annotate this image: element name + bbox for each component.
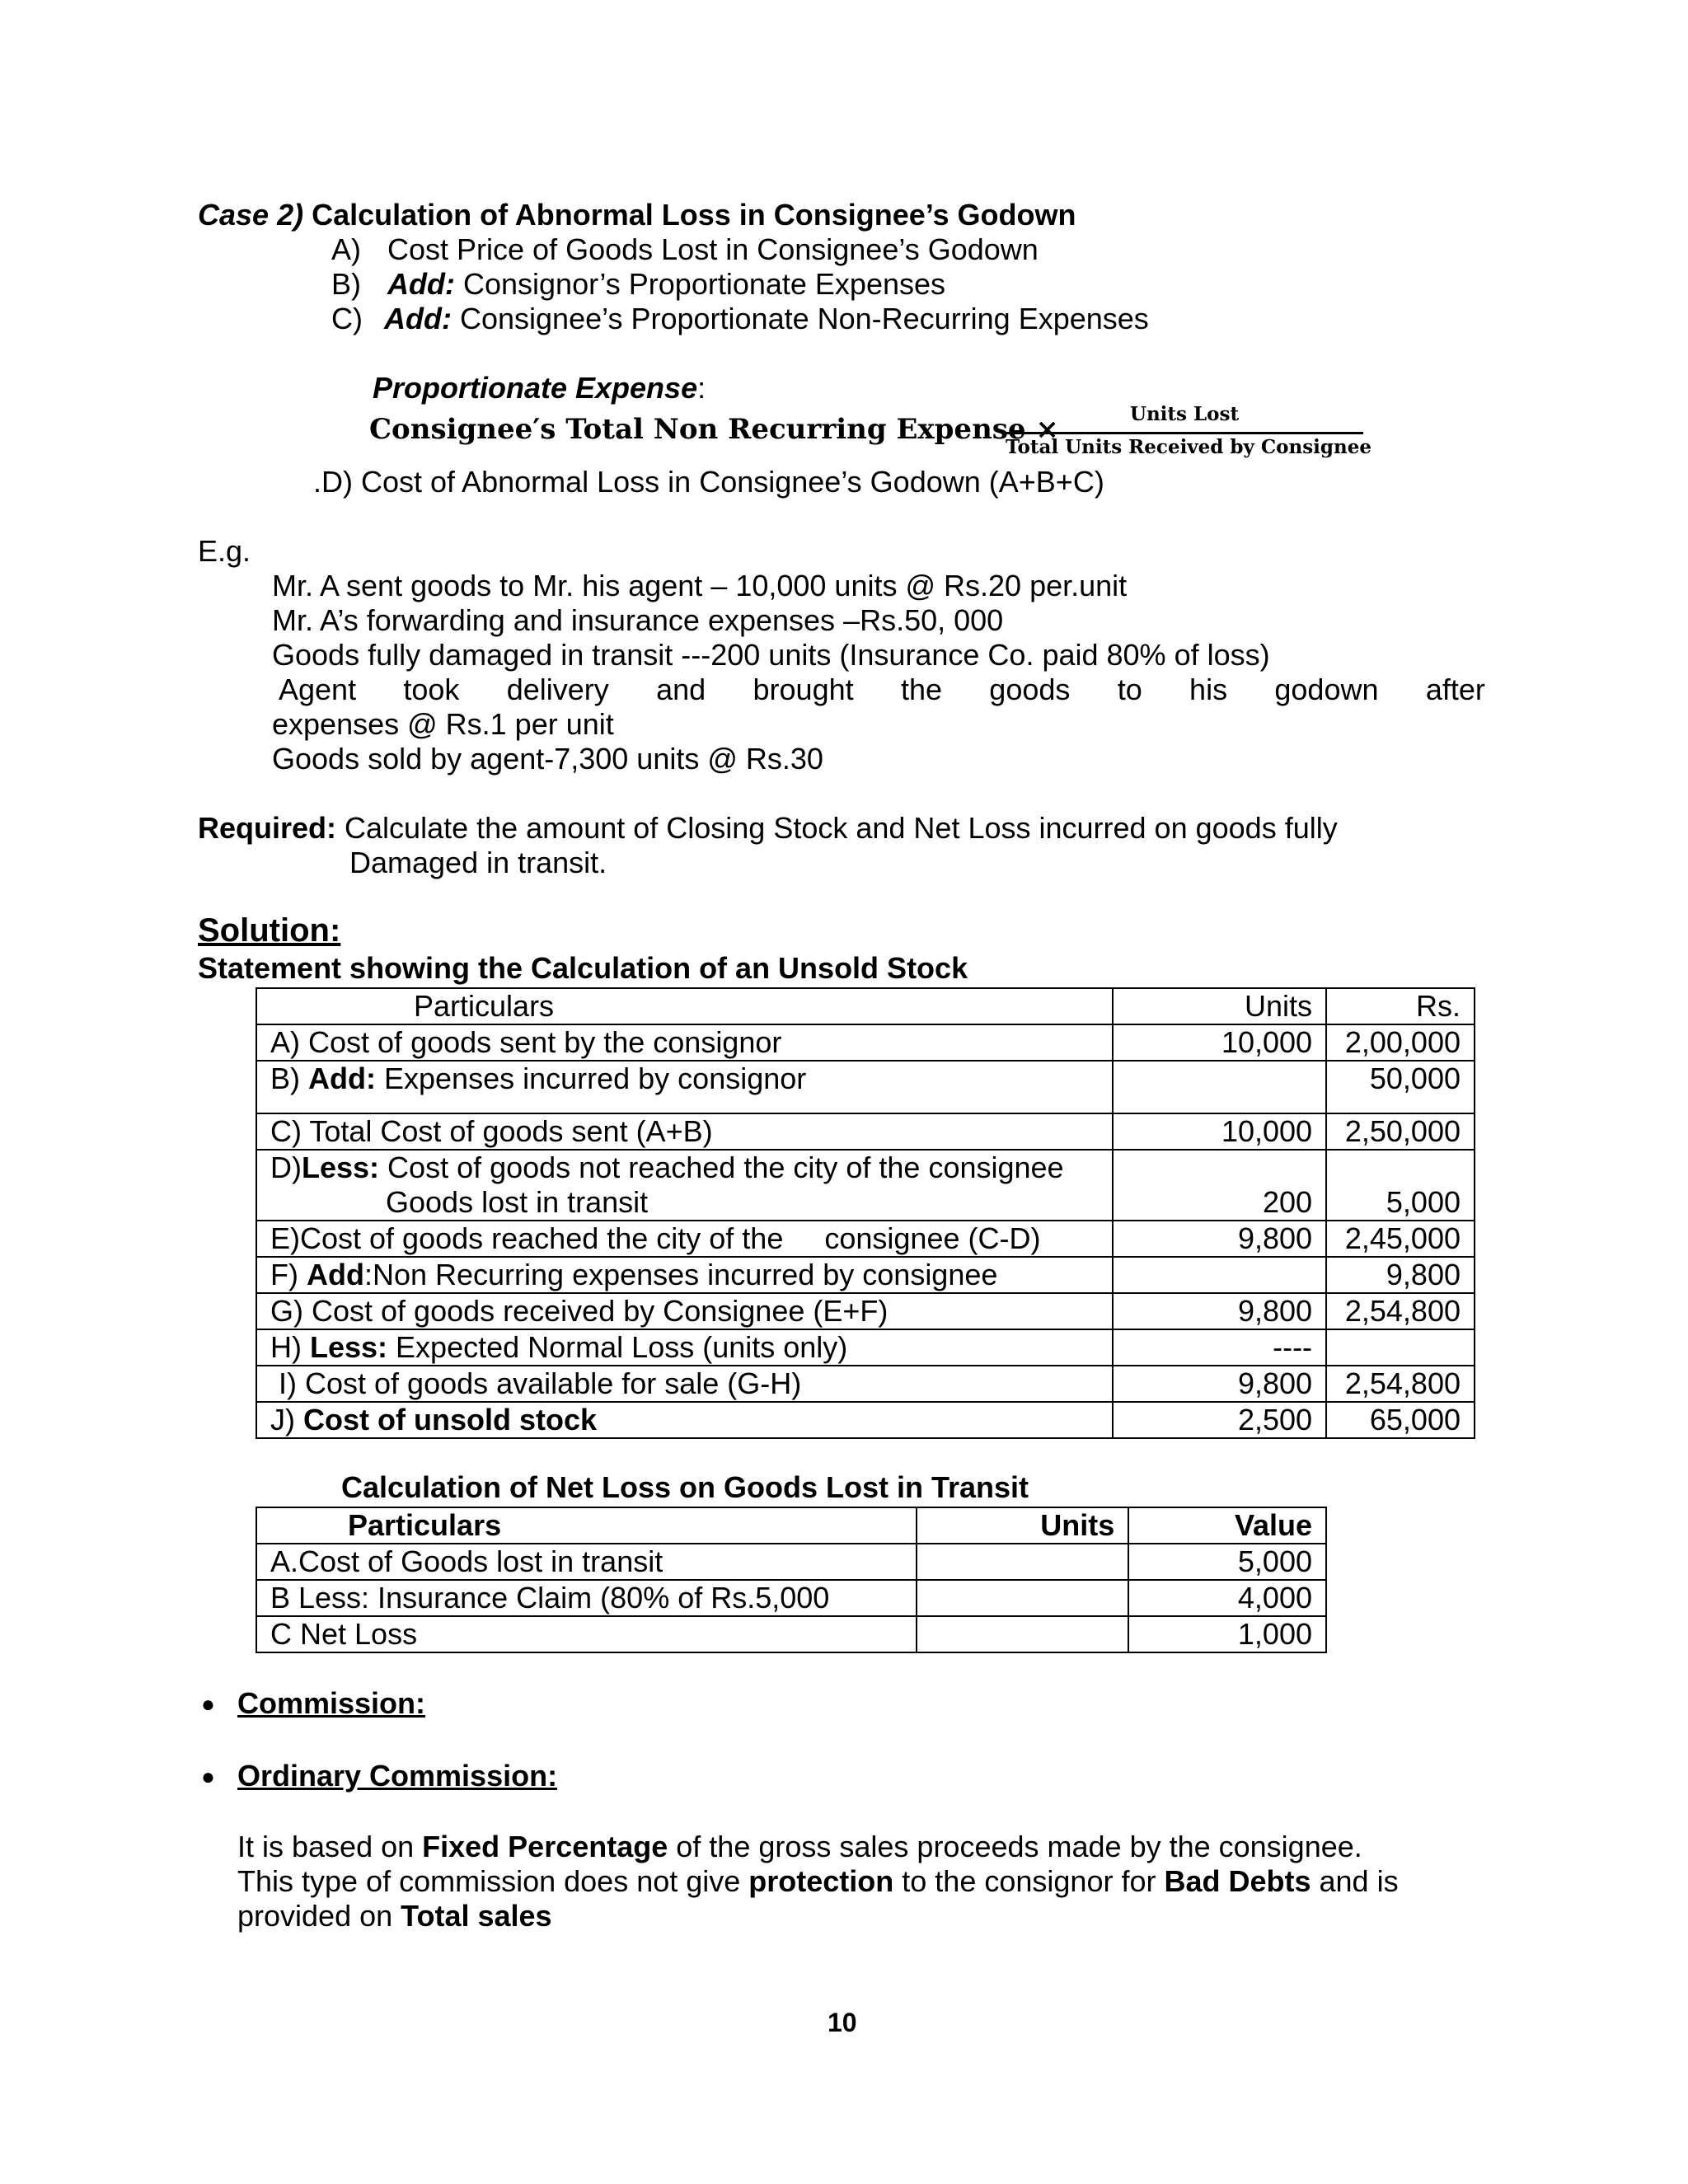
example-label: E.g. <box>198 534 251 568</box>
formula-denominator: Total Units Received by Consignee <box>1006 436 1372 458</box>
header-units: Units <box>917 1507 1129 1544</box>
table-row: E)Cost of goods reached the city of the consignee (C-D) 9,800 2,45,000 <box>256 1221 1475 1257</box>
proportionate-expense-label: Proportionate Expense: <box>373 371 706 405</box>
case2-item-a: A) Cost Price of Goods Lost in Consignee’s Godown <box>331 232 1039 266</box>
table-row: C Net Loss 1,000 <box>256 1616 1326 1652</box>
required-line-1: Required: Calculate the amount of Closing Stock and Net Loss incurred on goods fully <box>198 811 1338 845</box>
required-line-2: Damaged in transit. <box>349 846 607 879</box>
formula-fraction-bar <box>1006 432 1363 434</box>
commission-paragraph-line-3: provided on Total sales <box>237 1899 552 1933</box>
header-particulars: Particulars <box>256 1507 917 1544</box>
table-row: A) Cost of goods sent by the consignor 10,000 2,00,000 <box>256 1024 1475 1061</box>
table-header-row <box>256 988 1475 1024</box>
table-row: F) Add:Non Recurring expenses incurred by consignee 9,800 <box>256 1257 1475 1293</box>
formula-numerator: Units Lost <box>1129 403 1240 425</box>
example-line-4: Agent took delivery and brought the goods to his godown after <box>279 673 1485 706</box>
statement-title: Statement showing the Calculation of an Unsold Stock <box>198 951 968 985</box>
solution-heading: Solution: <box>198 912 341 949</box>
case2-item-d: .D) Cost of Abnormal Loss in Consignee’s Godown (A+B+C) <box>313 465 1104 499</box>
net-loss-table <box>256 1507 1327 1653</box>
table-header-row <box>256 1507 1326 1544</box>
table-row: B Less: Insurance Claim (80% of Rs.5,000 4,000 <box>256 1580 1326 1616</box>
ordinary-commission-heading: Ordinary Commission: <box>237 1759 558 1793</box>
table-row: J) Cost of unsold stock 2,500 65,000 <box>256 1402 1475 1438</box>
case2-item-c: C) Add: Consignee’s Proportionate Non-Recurring Expenses <box>331 302 1149 335</box>
net-loss-title: Calculation of Net Loss on Goods Lost in Transit <box>341 1470 1029 1504</box>
commission-paragraph-line-2: This type of commission does not give protection to the consignor for Bad Debts and is <box>237 1864 1399 1898</box>
case2-item-b: B) Add: Consignor’s Proportionate Expenses <box>331 267 946 301</box>
example-line-6: Goods sold by agent-7,300 units @ Rs.30 <box>272 742 823 776</box>
case-title: Calculation of Abnormal Loss in Consignee’s Godown <box>312 198 1076 232</box>
table-row: A.Cost of Goods lost in transit 5,000 <box>256 1544 1326 1580</box>
commission-paragraph-line-1: It is based on Fixed Percentage of the gross sales proceeds made by the consignee. <box>237 1830 1362 1863</box>
header-particulars: Particulars <box>256 988 1113 1024</box>
case2-heading <box>198 198 1076 232</box>
table-row: H) Less: Expected Normal Loss (units only) ---- <box>256 1329 1475 1366</box>
example-line-5: expenses @ Rs.1 per unit <box>272 707 614 741</box>
header-value: Value <box>1128 1507 1326 1544</box>
bullet-icon: ● <box>201 1691 215 1717</box>
table-row: I) Cost of goods available for sale (G-H) 9,800 2,54,800 <box>256 1366 1475 1402</box>
header-rs: Rs. <box>1326 988 1475 1024</box>
table-row: D)Less: Cost of goods not reached the city of the consignee Goods lost in transit 200 5,000 <box>256 1150 1475 1221</box>
commission-heading: Commission: <box>237 1686 426 1720</box>
example-line-2: Mr. A’s forwarding and insurance expenses –Rs.50, 000 <box>272 603 1004 637</box>
example-line-3: Goods fully damaged in transit ---200 units (Insurance Co. paid 80% of loss) <box>272 638 1270 672</box>
case-label: Case 2) <box>198 198 304 232</box>
page-number: 10 <box>828 2008 857 2037</box>
bullet-icon: ● <box>201 1764 215 1789</box>
table-row: C) Total Cost of goods sent (A+B) 10,000 2,50,000 <box>256 1113 1475 1150</box>
table-row: G) Cost of goods received by Consignee (E+F) 9,800 2,54,800 <box>256 1293 1475 1329</box>
unsold-stock-table <box>256 987 1475 1439</box>
formula-left: Consignee′s Total Non Recurring Expense × <box>369 413 1059 446</box>
table-row: B) Add: Expenses incurred by consignor 50,000 <box>256 1061 1475 1113</box>
example-line-1: Mr. A sent goods to Mr. his agent – 10,000 units @ Rs.20 per.unit <box>272 569 1128 602</box>
header-units: Units <box>1113 988 1326 1024</box>
